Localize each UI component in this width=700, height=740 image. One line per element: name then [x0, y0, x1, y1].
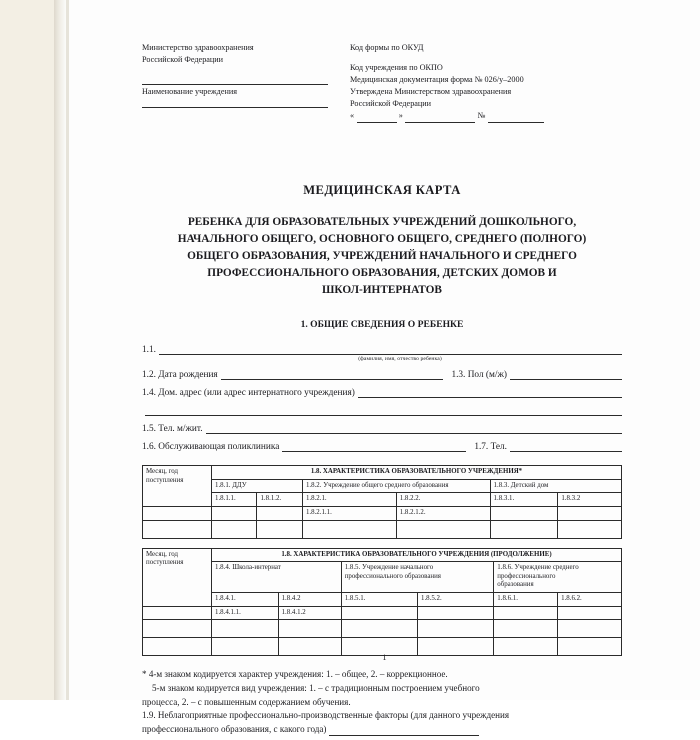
cell-empty[interactable] — [143, 606, 212, 620]
education-institution-table — [142, 465, 622, 539]
table-row — [143, 562, 622, 593]
subtitle-line-5: ШКОЛ-ИНТЕРНАТОВ — [322, 284, 442, 297]
quote-open: « — [350, 111, 355, 121]
cell-empty[interactable] — [212, 620, 279, 638]
cell-orphanage-header: 1.8.3. Детский дом — [490, 479, 621, 493]
cell-code-1-8-2-1-1: 1.8.2.1.1. — [302, 506, 396, 520]
education-institution-table-continued — [142, 548, 622, 657]
secondary-vocational-line-3: образования — [497, 581, 534, 589]
field-input-phone-home[interactable] — [206, 423, 622, 434]
cell-empty[interactable] — [341, 606, 417, 620]
cell-empty[interactable] — [302, 520, 396, 538]
cell-empty[interactable] — [212, 506, 257, 520]
month-year-line-2: поступления — [146, 559, 184, 567]
cell-code-1-8-4-1-2: 1.8.4.1.2 — [278, 606, 341, 620]
cell-empty[interactable] — [212, 520, 257, 538]
cell-empty[interactable] — [257, 506, 302, 520]
cell-code-1-8-5-2: 1.8.5.2. — [418, 593, 494, 607]
cell-empty[interactable] — [490, 506, 558, 520]
field-label-1-2: 1.2. Дата рождения — [142, 370, 218, 381]
month-blank — [405, 110, 475, 123]
quote-close: » — [398, 111, 404, 121]
cell-empty[interactable] — [278, 620, 341, 638]
field-input-fio[interactable] — [159, 344, 622, 355]
secondary-vocational-line-1: 1.8.6. Учреждение среднего — [497, 564, 579, 572]
field-caption-fio: (фамилия, имя, отчество ребенка) — [358, 356, 442, 363]
approved-line-2: Российской Федерации — [350, 98, 432, 108]
okpo-code-label: Код учреждения по ОКПО — [350, 62, 443, 72]
footnote-2: 5-м знаком кодируется вид учреждения: 1. – с традиционным построением учебного — [152, 682, 480, 693]
cell-table1-title: 1.8. ХАРАКТЕРИСТИКА ОБРАЗОВАТЕЛЬНОГО УЧРЕЖДЕНИЯ* — [212, 466, 622, 480]
header-left-block — [142, 42, 350, 123]
field-label-1-7: 1.7. Тел. — [474, 442, 507, 453]
day-blank — [357, 110, 397, 123]
field-input-phone-clinic[interactable] — [510, 441, 622, 452]
page-title: МЕДИЦИНСКАЯ КАРТА — [303, 183, 461, 198]
cell-secondary-vocational-header — [494, 562, 622, 593]
month-year-line-1: Месяц, год — [146, 550, 179, 558]
cell-empty[interactable] — [558, 620, 622, 638]
cell-primary-vocational-header — [341, 562, 494, 593]
cell-code-1-8-1-1: 1.8.1.1. — [212, 493, 257, 507]
cell-table2-title: 1.8. ХАРАКТЕРИСТИКА ОБРАЗОВАТЕЛЬНОГО УЧРЕЖДЕНИЯ (ПРОДОЛЖЕНИЕ) — [212, 548, 622, 562]
secondary-vocational-line-2: профессионального — [497, 572, 556, 580]
field-input-1-9[interactable] — [329, 726, 479, 736]
cell-empty[interactable] — [396, 520, 490, 538]
cell-month-year-header-2 — [143, 548, 212, 606]
document-content — [142, 42, 622, 736]
okud-code-label: Код формы по ОКУД — [350, 43, 424, 52]
cell-code-1-8-2-2: 1.8.2.2. — [396, 493, 490, 507]
institution-name-rule-2 — [142, 105, 328, 108]
book-edge — [0, 0, 54, 700]
field-row-fio — [142, 344, 622, 355]
cell-empty[interactable] — [490, 520, 558, 538]
month-year-line-1: Месяц, год — [146, 468, 179, 476]
field-row-birth-sex — [142, 369, 622, 380]
header-spacer — [350, 54, 622, 62]
primary-vocational-line-2: профессионального образования — [344, 572, 441, 580]
page-subtitle — [142, 214, 622, 299]
cell-code-1-8-2-1: 1.8.2.1. — [302, 493, 396, 507]
cell-month-year-header — [143, 466, 212, 507]
field-row-address-cont — [142, 405, 622, 416]
cell-empty[interactable] — [418, 620, 494, 638]
field-label-1-5: 1.5. Тел. м/жит. — [142, 424, 203, 435]
subtitle-line-2: НАЧАЛЬНОГО ОБЩЕГО, ОСНОВНОГО ОБЩЕГО, СРЕДНЕГО (ПОЛНОГО) — [177, 233, 587, 246]
table-row — [143, 493, 622, 507]
field-input-address-2[interactable] — [145, 405, 622, 416]
cell-empty[interactable] — [143, 620, 212, 638]
cell-empty[interactable] — [494, 620, 558, 638]
approved-line-1: Утверждена Министерством здравоохранения — [350, 86, 512, 96]
ministry-line-2: Российской Федерации — [142, 54, 224, 64]
table-row — [143, 520, 622, 538]
table-row — [143, 466, 622, 480]
field-input-birthdate[interactable] — [221, 369, 444, 380]
institution-name-rule — [142, 74, 328, 85]
subtitle-line-3: ОБЩЕГО ОБРАЗОВАНИЯ, УЧРЕЖДЕНИЙ НАЧАЛЬНОГО И СРЕДНЕГО — [187, 250, 577, 263]
table-row — [143, 479, 622, 493]
month-year-line-2: поступления — [146, 476, 184, 484]
table-row — [143, 620, 622, 638]
cell-empty[interactable] — [257, 520, 302, 538]
header-right-block — [350, 42, 622, 123]
field-input-address[interactable] — [358, 387, 622, 398]
cell-code-1-8-6-1: 1.8.6.1. — [494, 593, 558, 607]
field-label-1-6: 1.6. Обслуживающая поликлиника — [142, 442, 280, 453]
table-row — [143, 506, 622, 520]
field-input-sex[interactable] — [510, 369, 622, 380]
form-number-label: Медицинская документация форма № 026/у–2000 — [350, 74, 524, 84]
cell-ddu-header: 1.8.1. ДДУ — [212, 479, 303, 493]
footnote-3: процесса, 2. – с повышенным содержанием обучения. — [142, 696, 351, 707]
field-label-1-3: 1.3. Пол (м/ж) — [451, 370, 507, 381]
field-label-1-9-cont — [142, 723, 622, 737]
cell-empty[interactable] — [341, 620, 417, 638]
field-input-clinic[interactable] — [282, 441, 466, 452]
page-number: 1 — [382, 653, 387, 662]
cell-empty[interactable] — [143, 506, 212, 520]
cell-code-1-8-3-2: 1.8.3.2 — [558, 493, 622, 507]
cell-code-1-8-4-2: 1.8.4.2 — [278, 593, 341, 607]
cell-code-1-8-4-1-1: 1.8.4.1.1. — [212, 606, 279, 620]
document-sheet — [69, 0, 700, 734]
table-row — [143, 548, 622, 562]
footnotes — [142, 668, 622, 736]
section-heading: 1. ОБЩИЕ СВЕДЕНИЯ О РЕБЕНКЕ — [300, 319, 464, 331]
approval-date-line — [350, 110, 622, 123]
book-gutter-shadow — [54, 0, 66, 700]
field-label-1-4: 1.4. Дом. адрес (или адрес интернатного учреждения) — [142, 388, 355, 399]
field-row-phone-home — [142, 423, 622, 434]
field-label-1-9: 1.9. Неблагоприятные профессионально-производственные факторы (для данного учреждения — [142, 710, 510, 721]
cell-empty[interactable] — [558, 506, 622, 520]
institution-name-label: Наименование учреждения — [142, 86, 237, 96]
cell-code-1-8-6-2: 1.8.6.2. — [558, 593, 622, 607]
cell-empty[interactable] — [418, 606, 494, 620]
footnote-1: * 4-м знаком кодируется характер учреждения: 1. – общее, 2. – коррекционное. — [142, 669, 448, 680]
ministry-line-1: Министерство здравоохранения — [142, 43, 254, 52]
document-header — [142, 42, 622, 123]
general-info-form — [142, 344, 622, 452]
subtitle-line-1: РЕБЕНКА ДЛЯ ОБРАЗОВАТЕЛЬНЫХ УЧРЕЖДЕНИЙ ДОШКОЛЬНОГО, — [187, 216, 577, 229]
table-row — [143, 593, 622, 607]
number-blank — [488, 110, 544, 123]
cell-code-1-8-2-1-2: 1.8.2.1.2. — [396, 506, 490, 520]
cell-code-1-8-5-1: 1.8.5.1. — [341, 593, 417, 607]
cell-empty[interactable] — [494, 606, 558, 620]
cell-code-1-8-3-1: 1.8.3.1. — [490, 493, 558, 507]
cell-empty[interactable] — [143, 520, 212, 538]
subtitle-line-4: ПРОФЕССИОНАЛЬНОГО ОБРАЗОВАНИЯ, ДЕТСКИХ ДОМОВ И — [207, 267, 557, 280]
field-row-clinic — [142, 441, 622, 452]
table-spacer — [142, 539, 622, 548]
cell-code-1-8-1-2: 1.8.1.2. — [257, 493, 302, 507]
field-label-1-1: 1.1. — [142, 345, 156, 356]
cell-boarding-school-header: 1.8.4. Школа-интернат — [212, 562, 342, 593]
cell-general-school-header: 1.8.2. Учреждение общего среднего образования — [302, 479, 490, 493]
cell-empty[interactable] — [558, 606, 622, 620]
field-label-1-9-text: профессионального образования, с какого года) — [142, 723, 327, 734]
field-row-address — [142, 387, 622, 398]
primary-vocational-line-1: 1.8.5. Учреждение начального — [344, 564, 434, 572]
number-sign: № — [477, 111, 486, 121]
cell-empty[interactable] — [558, 520, 622, 538]
table-row — [143, 606, 622, 620]
cell-code-1-8-4-1: 1.8.4.1. — [212, 593, 279, 607]
